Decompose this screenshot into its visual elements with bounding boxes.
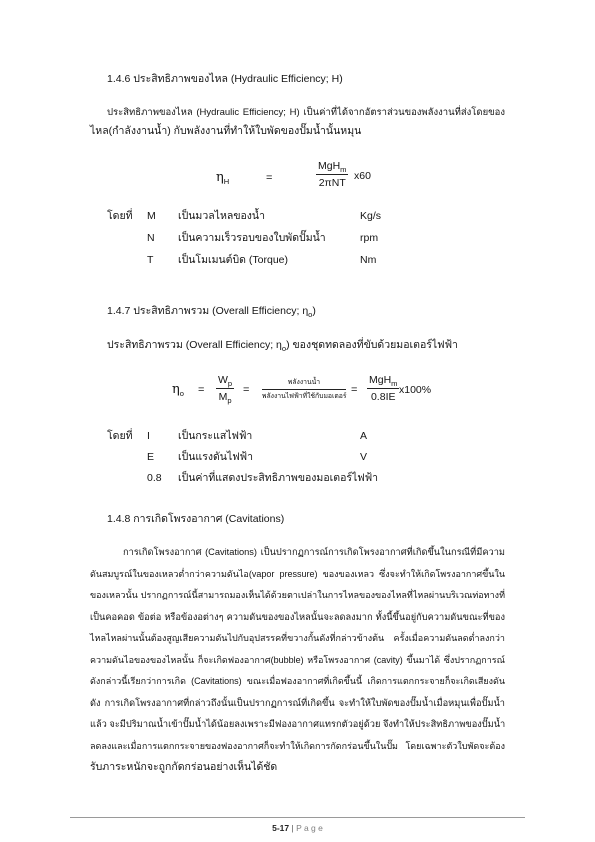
formula-subscript: o (179, 388, 184, 398)
formula-fraction-words (262, 378, 346, 402)
definition-symbol: I (147, 430, 150, 442)
paragraph-text: เป็นคอคอด ข้อต่อ หรือข้องอต่างๆ ความดันของของไหลนั้นจะลดลงมาก ทั้งนี้ขึ้นอยู่กับความดันขณะที่ของ (90, 611, 505, 622)
definition-meaning (178, 450, 354, 465)
definition-symbol: N (147, 232, 155, 244)
fraction-bar (367, 388, 399, 389)
fraction-denominator (262, 392, 346, 402)
numerator-text: MgH (369, 374, 392, 386)
equals-sign: = (351, 384, 358, 396)
paragraph-text: ลดลงและเมื่อการแตกกระจายของฟองอากาศก็จะทำให้เกิดการกัดกร่อนขึ้นในปั๊ม โดยเฉพาะตัวใบพัดจะต้อง (90, 740, 505, 751)
eta-symbol: η (172, 382, 180, 397)
definition-unit: rpm (360, 232, 379, 244)
definition-unit: V (360, 451, 368, 463)
paragraph-text-part: ประสิทธิภาพรวม (Overall Efficiency; η (107, 339, 282, 351)
paragraph-line (90, 717, 505, 732)
numerator-subscript: p (227, 378, 233, 388)
denominator-text: M (218, 391, 228, 403)
definition-meaning (178, 231, 354, 246)
definition-symbol: M (147, 210, 156, 222)
paragraph-text: แล้ว จะมีปริมาณน้ำเข้าปั๊มน้ำได้น้อยลงเพราะมีฟองอากาศแทรกตัวอยู่ด้วย จึงทำให้ประสิทธิภาพของปั๊มน้ำ (90, 719, 506, 729)
paragraph-text (107, 339, 458, 351)
definition-symbol: 0.8 (147, 472, 162, 484)
definition-meaning-text: เป็นกระแสไฟฟ้า (178, 430, 253, 442)
paragraph-text: ไหล(กำลังงานน้ำ) กับพลังงานที่ทำให้ใบพัดของปั๊มน้ำนั้นหมุน (90, 125, 362, 137)
definition-meaning (178, 471, 498, 486)
numerator-text: พลังงานน้ำ (287, 379, 321, 386)
footer-separator: | (291, 823, 294, 833)
paragraph-line (90, 653, 505, 668)
paragraph-text-part: ) ของชุดทดลองที่ขับด้วยมอเตอร์ไฟฟ้า (286, 339, 458, 351)
paragraph-text: ไหลไหลผ่านนั้นต้องสูญเสียความดันไปกับอุปสรรคที่ขวางกั้นดังที่กล่าวข้างต้น ครั้งเมื่อความดันลดต่ำลงกว่า (90, 633, 505, 643)
paragraph-text: ดัง การเกิดโพรงอากาศที่กล่าวถึงนั้นเป็นปรากฏการณ์ที่เกิดขึ้น จะทำให้ใบพัดของปั๊มน้ำเมื่อหมุนเพื่อปั๊มน้ำ (90, 697, 505, 708)
paragraph-text: ประสิทธิภาพของไหล (Hydraulic Efficiency; H) เป็นค่าที่ได้จากอัตราส่วนของพลังงานที่ส่งโดยของ (107, 107, 505, 118)
definition-meaning-text: เป็นมวลไหลของน้ำ (178, 210, 266, 222)
paragraph-line (123, 545, 505, 560)
fraction-denominator: 0.8IE (370, 391, 396, 403)
numerator-text: MgH (318, 160, 341, 172)
numerator-text: W (218, 374, 228, 386)
equals-sign: = (243, 384, 250, 396)
paragraph-line (90, 588, 505, 603)
formula-fraction-electric (367, 374, 399, 404)
section-heading-text: 1.4.8 การเกิดโพรงอากาศ (Cavitations) (107, 513, 285, 525)
fraction-denominator (217, 391, 234, 404)
paragraph-line (90, 674, 505, 689)
page-footer (0, 821, 595, 835)
eta-symbol: η (216, 170, 224, 185)
fraction-numerator (367, 374, 399, 387)
section-heading-text (107, 305, 316, 317)
definition-unit: Nm (360, 254, 377, 266)
paragraph-line (107, 105, 505, 120)
paragraph-line (90, 567, 505, 582)
paragraph-line (90, 631, 505, 646)
equals-sign: = (266, 172, 273, 184)
section-heading-1-4-8 (107, 512, 505, 527)
where-label: โดยที่ (107, 210, 133, 222)
paragraph-subscript: o (281, 343, 287, 353)
formula-fraction (316, 160, 348, 190)
equals-sign: = (198, 384, 205, 396)
fraction-numerator (316, 160, 348, 173)
paragraph-text: การเกิดโพรงอากาศ (Cavitations) เป็นปรากฏการณ์การเกิดโพรงอากาศที่เกิดขึ้นในกรณีที่มีความ (123, 547, 505, 557)
page-label: P a g e (296, 823, 323, 833)
denominator-subscript: p (227, 395, 232, 405)
section-heading-1-4-7 (107, 304, 505, 319)
definition-unit: A (360, 430, 368, 442)
definition-meaning (178, 253, 354, 268)
fraction-numerator (262, 378, 346, 388)
paragraph-text: ดังกล่าวนี้เรียกว่าการเกิด (Cavitations) ขณะเมื่อฟองอากาศที่เกิดขึ้นนี้ เกิดการแตกกระจายก็จะเกิดเสียงดัน (90, 676, 505, 686)
paragraph-line (90, 610, 505, 625)
definition-symbol: T (147, 254, 154, 266)
numerator-subscript: m (391, 378, 398, 388)
definition-meaning-text: เป็นโมเมนต์บิด (Torque) (178, 254, 288, 266)
numerator-subscript: m (340, 164, 347, 174)
formula-factor: x100% (399, 384, 432, 396)
definition-meaning (178, 429, 354, 444)
fraction-bar (262, 389, 346, 390)
fraction-bar (316, 174, 348, 175)
paragraph-line (107, 338, 505, 353)
definition-meaning-text: เป็นค่าที่แสดงประสิทธิภาพของมอเตอร์ไฟฟ้า (178, 472, 379, 484)
paragraph-text: ดันสมบูรณ์ในของเหลวต่ำกว่าความดันไอ(vapor pressure) ของของเหลว ซึ่งจะทำให้เกิดโพรงอากาศขึ้นใน (90, 568, 505, 579)
definition-meaning (178, 209, 354, 224)
formula-lhs (216, 170, 229, 186)
footer-divider (70, 817, 525, 818)
definition-symbol: E (147, 451, 155, 463)
paragraph-line (90, 739, 505, 754)
section-heading-1-4-6 (107, 72, 505, 87)
fraction-denominator: 2πNT (318, 177, 346, 189)
paragraph-text: รับภาระหนักจะถูกกัดกร่อนอย่างเห็นได้ชัด (90, 761, 278, 773)
fraction-numerator (216, 374, 234, 387)
section-heading-text: 1.4.6 ประสิทธิภาพของไหล (Hydraulic Efficiency; H) (107, 73, 343, 85)
paragraph-line (90, 696, 505, 711)
formula-subscript: H (223, 176, 230, 186)
formula-fraction-power (216, 374, 234, 404)
definition-unit: Kg/s (360, 210, 382, 222)
heading-subscript: o (308, 309, 313, 319)
definition-meaning-text: เป็นความเร็วรอบของใบพัดปั๊มน้ำ (178, 232, 326, 244)
formula-factor: x60 (354, 170, 371, 182)
heading-text: ) (312, 305, 316, 317)
definition-meaning-text: เป็นแรงดันไฟฟ้า (178, 451, 254, 463)
denominator-text: พลังงานไฟฟ้าที่ใช้กับมอเตอร์ (262, 393, 347, 400)
paragraph-line (90, 760, 505, 775)
where-label: โดยที่ (107, 430, 133, 442)
heading-text: 1.4.7 ประสิทธิภาพรวม (Overall Efficiency; η (107, 305, 309, 317)
paragraph-line (90, 124, 505, 139)
paragraph-text: ของเหลวนั้น ปรากฏการณ์นี้สามารถมองเห็นได้ด้วยตาเปล่าในการไหลของของไหลที่ไหลผ่านบริเวณท่อทางที่ (90, 590, 505, 600)
fraction-bar (216, 388, 234, 389)
page-number: 5-17 (272, 823, 290, 833)
paragraph-text: ความดันไอของของไหลนั้น ก็จะเกิดฟองอากาศ(bubble) หรือโพรงอากาศ (cavity) ขึ้นมาได้ ซึ่งปรากฏการณ์ (90, 654, 505, 665)
formula-lhs (172, 382, 184, 398)
